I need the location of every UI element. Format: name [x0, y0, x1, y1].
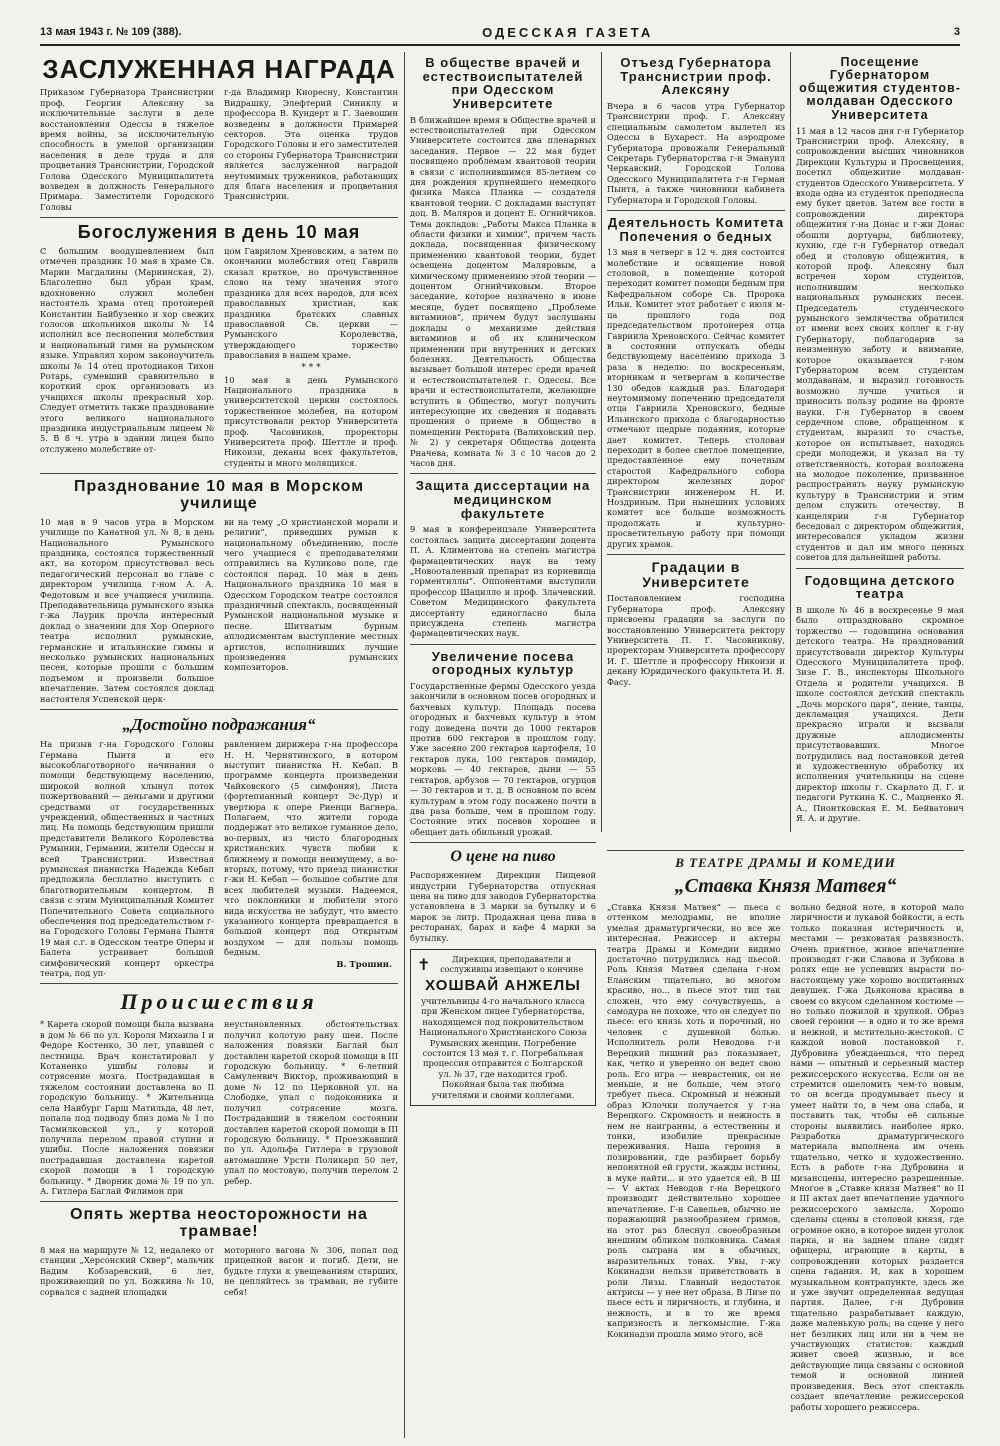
article-grades-text: Постановлением господина Губернатора проф. Алексяну присвоены градации за заслуги по восстановлению Университета ректору Университета П. Г. Часовникову, проректорам Университета профессору И. Г. Шеттле и профессору Никоизи и декану Юридического факультета И. Я. Фасу. — [607, 593, 785, 687]
article-services — [40, 223, 398, 468]
obituary-text: учительницы 4-го начального класса при Женском лицее Губернаторства, находящемся под покровительством Национального Христианского Союза Румынских женщин. Погребение состоится 13 мая т. г. Погребальная процессия отправится с Болгарской ул. № 37, где находится гроб. Покойная была так любима учителями и своими коллегами. — [419, 995, 587, 1100]
headline-theater-anniversary: Годовщина детского театра — [804, 572, 956, 602]
headline-services: Богослужения в день 10 мая — [77, 222, 361, 243]
article-tram-text: моторного вагона № 306, попал под прицепной вагон и погиб. Дети, не будьте глухи к увещеваниям старших, не цепляйтесь за трамваи, не губите себя! — [224, 1244, 398, 1297]
column-2 — [410, 56, 596, 1438]
cross-icon: ✝ — [417, 954, 431, 974]
article-beer — [410, 848, 596, 943]
article-doctors-text: В ближайшее время в Обществе врачей и естествоиспытателей при Одесском Университете состоится два пленарных заседания. Первое — 22 мая будет посвящено проблемам квантовой теории в связи с исполнившимся 85-летием со дня рождения крупнейшего немецкого физика Макса Планка — создателя квантовой теории. С докладами выступят доц. В. Маляров и доцент Е. Огнийчиков. Тема докладов: „Работы Макса Планка в области физики и химии“, причем часть доклада, посвященная физическому применению квантовой теории, будет освещена доцентом Маляровым, а химическому применению этой теории — доцентом Огнийчиковым. Второе заседание, которое назначено в июне месяце, будет посвящено „Проблеме витаминов“, причем будут заслушаны доклады о механизме действия витаминов и об их клиническом применении при внутренних и детских болезнях. Деятельность Общества вызывает большой интерес среди врачей и естествоиспытателей г. Одессы. Все врачи и естествоиспытатели, желающие вступить в Общество, могут получить интересующие их сведения и подавать прошения о приеме в Общество в помещении Ректората (Валиховский пер. № 2) у секретаря Общества доцента Рначева, комната № 3 с 10 часов до 2 часов дня. — [410, 114, 596, 468]
article-theater-anniversary — [796, 574, 964, 824]
obituary-intro: Дирекция, преподаватели и сослуживцы извещают о кончине — [440, 954, 584, 974]
article-tram — [40, 1207, 398, 1297]
asterism: * * * — [301, 362, 321, 373]
article-naval-text: ви на тему „О христианской морали и религии“, приведших румын к национальному объединению, после чего учащиеся с преподавателями отправились на Куликово поле, где состоялся парад. 10 мая в день Национального праздника 10 мая в Одесском Городском театре состоялся праздничный спектакль, посвященный Румынской национальной музыке и песне. Шитнатым бурным аплодисментам выступление местных артистов, исполнивших лучшие произведения румынских композиторов. — [224, 516, 398, 673]
article-theater-anniversary-text: В школе № 46 в воскресенье 9 мая было отпраздновано скромное торжество — годовщина основания детского театра. На празднований присутствовали директор Культуры Одесского Муниципалитета проф. Зизе Г. В., инспекторы Школьного Отдела и родители учащихся. В школе состоялся детский спектакль „Дочь морского царя“, пение, танцы, декламация учащихся. Дети прекрасно играли и вызвали дружные аплодисменты присутствовавших. Многое потрудились над постановкой детей и художественную обработку их исполнения учительницы на сцене директор школы г. Скарлато Д. Г. и педагоги Руткина К. С., Мацненко Я. А., Пионтковская Е. М. Бейватович Я. А. и другие. — [796, 604, 964, 824]
obituary-name: ХОШВАЙ АНЖЕЛЫ — [425, 976, 581, 994]
article-sowing-text: Государственные фермы Одесского уезда закончили в основном посев огородных и бахчевых культур. Площадь посева огородных и бахчевых культур в этом году доведена почти до 1000 гектаров против 600 гектаров в прошлом году. Уже засеяно 200 гектаров картофеля, 10 гектаров лука, 100 гектаров помидор, морковь — 40 гектаров, дыни — 55 гектаров, арбузов — 70 гектаров, огурцов — 30 гектаров и т. д. В основном по всем культурам в этом году посажено почти в два раза больше, чем в прошлом году. Состояние этих посевов хорошее и обещает дать обильный урожай. — [410, 681, 596, 837]
article-tram-text: 8 мая на маршруте № 12, недалеко от станции „Херсонский Сквер“, мальчик Вадим Кобзаревский, 6 лет, проживающий по ул. Божкина № 10, сорвался с задней площадки — [40, 1244, 214, 1297]
article-departure — [607, 56, 785, 205]
article-visit-text: 11 мая в 12 часов дня г-н Губернатор Транснистрии проф. Алексяну, в сопровождении высших чиновников Дирекции Культуры и Просвещения, посетил общежитие молдаван-студентов Одесского Университета. У входа одна из студенток преподнесла ему букет цветов. Затем все гости в сопровождении директора общежития г-на Донас и г-жи Донас обошли доpтуары, библиотеку, кухню, где г-н Губернатор отведал обед и столовую общежития, в которой проф. Алексяну был встречен хором студентов, исполнившим несколько национальных румынских песен. Председатель студенческого румынского землячества обратился от имени всех своих коллег к г-ну Губернатору, поблагодарив за неизменную заботу и внимание, которое оказывается г-ном Губернатором всем студентам молдаванам, и выразил готовность возможно лучше учиться и приносить пользу родине на фронте науки. Г-н Губернатор в своем сердечном слове, обращенном к студентам, выразил то счастье, которое он испытывает, находясь среди молодежи, и указал на ту ответственность, которая возложена на молодое поколение, призванное распространять науку румынскую культуру в Транснистрии и этим делом служить отечеству. В канцелярии г-н Губернатор беседовал с директором общежития, интересовался укладом жизни студентов и дал им много ценных советов для дальнейшей работы. — [796, 125, 964, 563]
headline-dissertation: Защита диссертации на медицинском факультете — [415, 478, 591, 521]
article-grades — [607, 560, 785, 687]
article-dissertation-text: 9 мая в конференцзале Университета состоялась защита диссертации доцента П. А. Климентова на степень магистра фармацевтических наук на тему „Новооталенный препарат из корневища горментиллы“. Оппонентами выступили профессор Шацилло и проф. Злачевский. Советом Медицинского факультета диссертанту единогласно была присуждена степень магистра фармацевтических наук. — [410, 524, 596, 639]
review-text: вольно бедной ноте, в которой мало лиричности и лукавой бойкости, а есть только показная истеричность и, местами — резковатая развязность. Очень приятное, живое впечатление производят г-жи Славова и Зубкова в ролях еще не успевших вырасти по-настоящему уже хорошо воспитанных девушек. Г-жа Дьяконова красива в своем со вкусом сделанном костюме — но только пожилой и хрупкой. Образ своей героини — в одно и то же время и нежной, и мстительно-жестокой. С каждой новой постановкой г. Дубровина убеждаешься, что перед нами — опытный и серьезный мастер режиссерского искусства. Если он не стремится ошеломить чем-то новым, то он всегда продумывает пьесу и умеет найти то, в чем она слаба, и поставить так, чтобы её сильные стороны выявились наиболее ярко. Разработка драматургического материала выполнена им очень тщательно, четко и художественно. Есть в работе г-на Дубровина и мизансцены, интересно разрешенные. Многое в „Ставке князя Матвея“ во II и III актах дает впечатление удачного режиссерского замысла. Хорошо сделаны сцены в столовой князя, где огромное окно, в которое виден уголок парка, и на заднем плане сидят офицеры, играющие в карты, в сопровождении которых раздается сцена гадания. И, как в хорошем музыкальном контрапункте, здесь же и уже звучит определенная ведущая партия. Далее, г-н Дубровин тщательно разрабатывает каждую, даже маленькую роль; на сцене у него нет безликих лиц или ни в чем не участвующих статистов: каждый живет своей жизнью, и все действующие лица связаны с основной темой и основной линией произведения. Весь этот спектакль создает впечатление режиссерской работы хорошего режиссера. — [790, 902, 964, 1412]
headline-sowing: Увеличение посева огородных культур — [431, 648, 575, 678]
article-services-text: цом Гаврилом Хреновским, а затем по окончании молебствия отец Гаврилв сказал краткое, но прочувственное слово на тему значения этого праздника для всех народов, для всех православных христиан, как праздника братских славных православной Св. церкви — Румынского Королевства, утверждающего торжество православия в нашем храме. — [224, 246, 398, 361]
article-worthy — [40, 715, 398, 978]
review-text: „Ставка Князя Матвея“ — пьеса с оттенком мелодрамы, не вполне умелая драматургически, но все же интересная. Режиссер и актеры театра Драмы и Комедии видимо достаточно потрудились над пьесой. Роль Князя Матвея сделана г-ном Еланским тщательно, во многом красиво, но... в пьесе этот тип так сложен, что ему сочувствуешь, а самодура не похоже, что он следует по пьесе: его князь хоть и порочный, но человек с душевной болью. Исполнитель роли Неводова г-н Верецкий лишний раз показывает, как, четко и уверенно он ведет свою роль. Его игра — неврастеник, он не меньше, и не больше, чем этого требует пьеса. Скромный и нежный образ Юлочки получается у г-на Верецкого. Скромность и нежность в нем не наигранны, а естественны и тонки, изобилие прекрасные переживания. Наша героиня в позировании, где разбирает борьбу непонятной ей грусти, жажды истины, в муке найти... и это удается ей. В Ш — V актах Неводов г-на Верецкого производит действительно хорошее впечатление. Г-н Савельев, обычно не поражающий разнообразием гримов, на этот раз блеснул своеобразным внешним обликом полковника. Самая роль сыграна им в обычных, выразительных тонах. Увы, г-жу Кокинадзи нельзя приветствовать в роли Лизы. Главный недостаток актрисы — у нее нет образа. В Лизе по пьесе есть и лиричность, и глубина, и нежность, и в то же время капризность и легкомыслие. Г-жа Кокинадзи прошла мимо этого, всё — [607, 902, 781, 1339]
article-worthy-text: На призыв г-на Городского Головы Германа Пынтя и его высокоблаготворного начинания о помощи бедствующему населению, широкой волной хлынул поток пожертвований — деньгами и другими средствами от государственных учреждений, общественных и частных лиц. На помощь бедствующим пришли представители Великого Королевства Румынии, Германии, жители Одессы и всей Транснистрии. Известная румынская пианистка Надежда Кебап предложила бесплатно выступить с благотворительным концертом. В связи с этим Муниципальный Комитет Попечительного Совета социального обеспечения под председательством г-на Городского Головы Германа Пынтя 19 мая с.г. в Одесском театре Оперы и Балета устраивает большой симфонический концерт оркестра театра, под уп- — [40, 739, 214, 979]
column-4 — [796, 56, 964, 836]
headline-tram: Опять жертва неосторожности на трамвае! — [70, 1206, 368, 1241]
masthead — [40, 20, 960, 46]
article-sowing — [410, 650, 596, 837]
article-incidents — [40, 989, 398, 1196]
column-rule — [601, 52, 602, 832]
issue-date: 13 мая 1943 г. № 109 (388). — [40, 26, 182, 38]
headline-naval-school: Празднование 10 мая в Морском училище — [73, 478, 365, 512]
article-beer-text: Распоряжением Дирекции Пищевой индустрии Губернаторства отпускная цена на пиво для заводов Губернаторства установлена в 3 марки за бутылку и 6 марок за литр. Продажная цена пива в ресторанах, барах и кафе 4 марки за бутылку. — [410, 870, 596, 943]
column-rule — [790, 52, 791, 832]
headline-doctors: В обществе врачей и естествоиспытателей при Одесском Университете — [422, 56, 584, 111]
article-visit — [796, 56, 964, 563]
column-3 — [607, 56, 785, 836]
headline-beer: О цене на пиво — [450, 848, 556, 866]
article-services-text: С большим воодушевлением был отмечен праздник 10 мая в храме Св. Марии Магдалины (Мариинская, 2). Благолепно был убран храм, вдохновенно служил молебен настоятель храма отец протоиерей Константин Байбузенко и хор свежих голосов школьников школы № 14 исполнил все песнопения молебствия и национальный гимн на румынском языке. Управлял хором законоучитель школы № 14 отец протодиакон Тихон Ротарь, сумевший сравнительно в короткий срок организовать из учащихся школы прекрасный хор. Следует отметить также празднование этого великого национального праздника индустриальным лицеем № 5. В 8 ч. утра в здании лицея было отслужено молебствие от- — [40, 246, 214, 454]
headline-award: ЗАСЛУЖЕННАЯ НАГРАДА — [42, 56, 396, 84]
article-award-text: Приказом Губернатора Транснистрии проф. Георгия Алексяну за исключительные заслуги в деле восстановления Одессы в тяжелое время войны, за исключительную способность в умелой организации населения в деле труда и для процветания Транснистрии, Городской Голова Одесского Муниципалитета возведен в должность Генерального Примара. Заместители Городского Головы — [40, 87, 214, 212]
obituary-notice — [410, 949, 596, 1106]
headline-grades: Градации в Университете — [642, 559, 750, 590]
article-departure-text: Вчера в 6 часов утра Губернатор Транснистрии проф. Г. Алексяну специальным самолетом вылетел из Одессы в Бухарест. На аэродроме Губернатора провожали Генеральный Секретарь Губернаторства г-н Эмануил Черкавский, Городской Голова Одесского Муниципалитета г-н Герман Пынтя, а также чиновники кабинета Губернатора и Городской Головы. — [607, 100, 785, 205]
article-committee-text: 13 мая в четверг в 12 ч. дня состоится молебствие и освящение новой столовой, в помещение которой переходит комитет помощи бедным при Кафедральном соборе Св. Пророка Ильи. Комитет этот работает с июля м-ца прошлого года под председательством протоиерея отца Гавриила Хреновского. Сейчас комитет в состоянии отпускать обеды бедствующему населению прихода 3 раза в неделю: по воскресеньям, вторникам и четвергам в количестве 130 обедов каждый раз. Благодаря неутомимому попечению председателя отца Гавриила Хреновского, бедные Ильинского прихода с благодарностью отмечают щедрые подаяния, которые дает комитет. Теперь столовая переходит в более светлое помещение, предоставленное ему почетным старостой Кафедрального собора директором железных дорог Транснистрии инженером Н. И. Ноздриным. При нынешних условиях комитет все больше возможность продолжать и культурно-просветительную работу при помощи других храмов. — [607, 247, 785, 549]
article-services-text: 10 мая в день Румынского Национального праздника в университетской церкви состоялось торжественное молебен, на котором присутствовали ректор Университета проф. Часовников, проректоры Университета проф. Шеттле и проф. Никоизи, деканы всех факультетов, студенты и много молящихся. — [224, 374, 398, 468]
page-number: 3 — [953, 26, 960, 38]
article-doctors — [410, 56, 596, 468]
article-dissertation — [410, 479, 596, 638]
article-incidents-text: неустановленных обстоятельствах получил колотую рану шеи. После наложения повязки Баглай был доставлен каретой скорой помощи в III городскую больницу. * 6-летний Самуленвич Виктор, проживающий в доме № 12 по Церковной ул. на Слободке, упал с подоконника и получил сотрясение мозга. Пострадавший в тяжелом состоянии доставлен каретой скорой помощи в III городскую больницу. * Проезжавший по ул. Адольфа Гитлера в грузовой автомашине Урсти Поликарп 50 лет, упал по мостовую, получив перелом 2 ребер. — [224, 1019, 398, 1186]
headline-committee: Деятельность Комитета Попечения о бедных — [607, 214, 785, 244]
column-rule — [404, 52, 405, 1438]
headline-incidents: Происшествия — [120, 989, 318, 1015]
article-incidents-text: * Карета скорой помощи была вызвана в дом № 66 по ул. Короля Михаила I и Федоре Костенко, 30 лет, упавшей с лестницы. Врач констатировал у Котаненко ушибы головы и сотрясение мозга. Пострадавшая в тяжелом состоянии доставлена во II городскую больницу. * Жительница села Наибург Гарш Матильда, 48 лет, попала под подводу близ дома № 1 по Тасмилковской ул., у которой получила перелом правой ступни и ушибы. После наложения повязки пострадавшая доставлена каретой скорой помощи в 1 городскую больницу. * Дворник дома № 19 по ул. А. Гитлера Баглай Филимон при — [40, 1019, 214, 1196]
headline-worthy: „Достойно подражания“ — [122, 715, 316, 735]
article-naval-school — [40, 479, 398, 704]
left-column — [40, 56, 398, 1438]
signature: В. Трошин. — [336, 959, 392, 970]
article-naval-text: 10 мая в 9 часов утра в Морском училище по Канатной ул. № 8, в день Национального Румынского праздника, состоялся торжественный акт, на котором присутствовал весь педагогический персонал во главе с директором училища г-ном А. А. Федотовым и все учащиеся училища. Преподавательница румынского языка г-жа Лаурик прочла интересный доклад о значении для Хор Оперного театра исполнил румынские, германские и итальянские гимны и несколько румынских национальных песен, которые прошли с большим подъемом и произвели большое впечатление. Затем состоялся доклад настоятеля Успенской церк- — [40, 516, 214, 704]
article-award — [40, 56, 398, 212]
article-committee — [607, 216, 785, 549]
paper-title: ОДЕССКАЯ ГАЗЕТА — [482, 24, 654, 40]
article-award-text: г-да Владимир Киоресну, Константин Видрашку, Элефтерий Синиклу и профессора В. Кундерт и Г. Заевошин возведены в должности Примарей секторов. Эта оценка трудов Городского Головы и его заместителей со стороны Губернатора Транснистрии является заслуженной наградой неутомимых тружеников, работающих для блага населения и процветания Транснистрии. — [224, 87, 398, 202]
headline-visit: Посещение Губернатором общежития студентов-молдаван Одесского Университета — [799, 56, 961, 122]
article-worthy-text: равлением дирижера г-на профессора Н. Н. Чернятинского, в котором выступит пианистка Н. Кебап. В программе концерта произведения Чайковского (5 симфония), Листа (фортепианный концерт Эс-Дур) и увертюра к опере Риенци Вагнера. Полагаем, что жители города поддержат это великое гуманное дело, во-первых, из чисто благородных христианских чувств любви к ближнему и помощи неимущему, а во-вторых, потому, что приезд пианистки г-жи Н. Кебап — большое событие для всех любителей музыки. Надеемся, что поклонники и любители этого вида искусства не забудут, что вместо указанного концерта превращается в большой концерт под Открытым воздухом — для пользы помощь бедным. — [224, 739, 398, 958]
review-title: „Ставка Князя Матвея“ — [674, 875, 897, 897]
theater-review — [607, 850, 964, 1443]
review-rubric: В ТЕАТРЕ ДРАМЫ И КОМЕДИИ — [675, 855, 896, 870]
headline-departure: Отъезд Губернатора Транснистрии проф. Алексяну — [620, 56, 772, 98]
